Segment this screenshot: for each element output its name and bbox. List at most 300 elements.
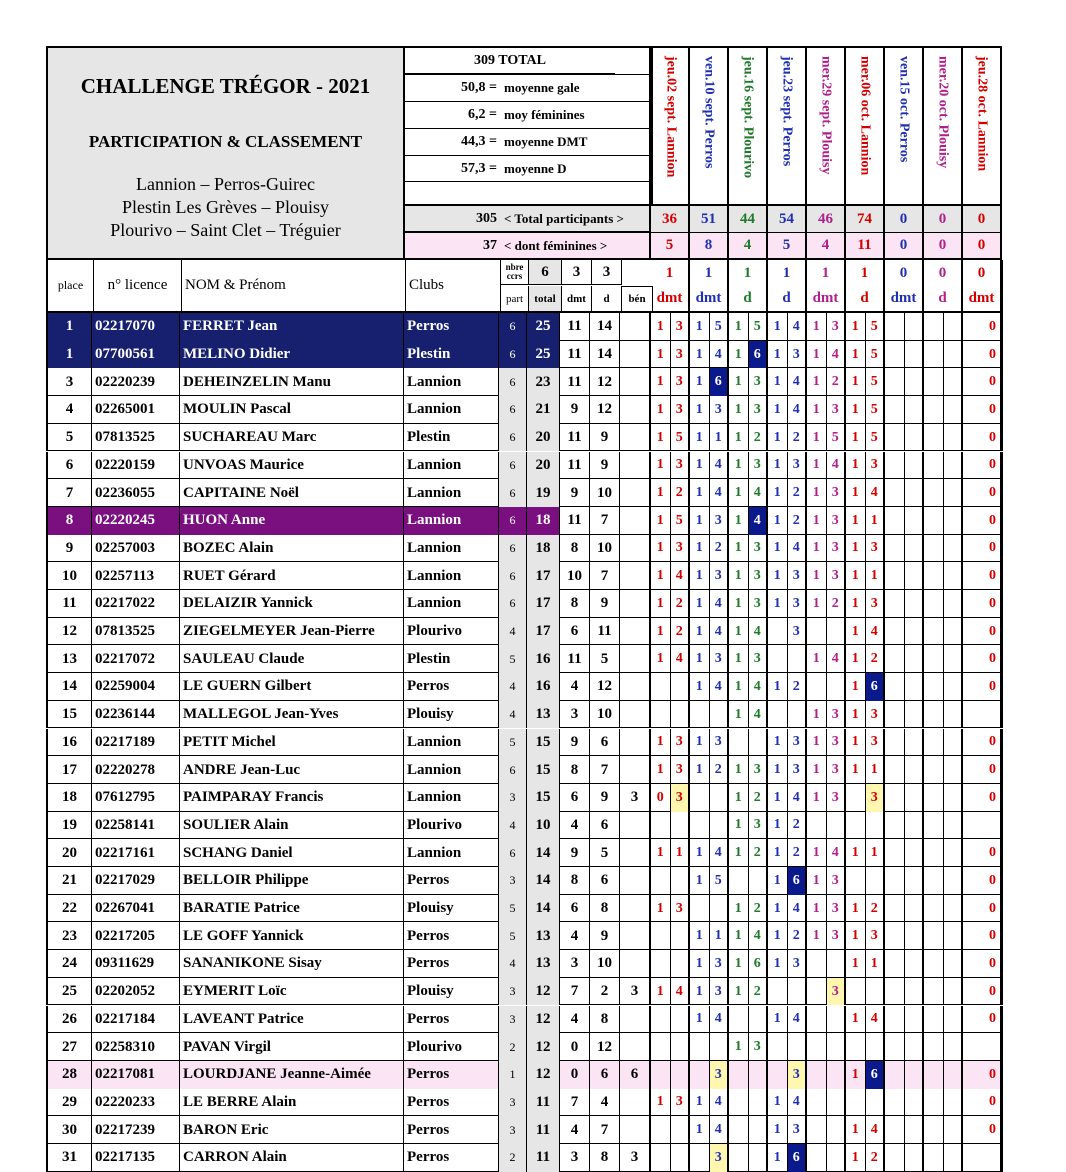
header-dmt: dmt [562,286,592,311]
event-participation [885,1033,905,1061]
event-points: 3 [827,479,847,507]
event-points [944,1006,964,1034]
event-participation: 1 [807,756,827,784]
stat-value: 44,3 = [461,134,497,149]
event-participation [885,701,905,729]
place-cell: 14 [48,673,92,701]
event-participation [924,784,944,812]
event-points: 3 [788,756,808,784]
dmt-cell: 11 [560,368,590,396]
event-points [905,839,925,867]
ben-cell [620,839,651,867]
event-participation: 1 [690,507,710,535]
event-participation: 1 [729,839,749,867]
event-score: 0 [963,922,1002,950]
event-points: 3 [866,922,886,950]
event-participation [924,645,944,673]
event-participation: 1 [729,313,749,341]
club-cell: Lannion [404,784,499,812]
event-points: 4 [710,839,730,867]
event-points [944,618,964,646]
event-participation: 1 [807,562,827,590]
part-cell: 4 [499,618,527,646]
place-cell: 18 [48,784,92,812]
event-points: 3 [749,452,769,480]
event-race-count: 1 [729,260,768,286]
event-participation [729,1116,749,1144]
event-participation [768,701,788,729]
event-points: 2 [866,1144,886,1172]
title-block [46,46,405,260]
event-feminines: 0 [963,233,1002,260]
event-participation: 1 [846,535,866,563]
dont-feminines-value: 37 [483,237,497,253]
part-cell: 6 [499,756,527,784]
event-participation: 1 [729,784,749,812]
total-cell: 13 [527,701,560,729]
event-participation: 1 [768,479,788,507]
town-line-2: Plestin Les Grèves – Plouisy [122,197,329,217]
event-points: 4 [827,839,847,867]
place-cell: 15 [48,701,92,729]
event-points: 4 [710,673,730,701]
event-points: 4 [710,618,730,646]
event-points: 3 [710,1061,730,1089]
event-participation: 1 [846,368,866,396]
event-participation [885,562,905,590]
event-participation: 1 [768,839,788,867]
event-points: 6 [866,673,886,701]
event-type: dmt [885,286,924,313]
event-participation: 1 [729,341,749,369]
event-type: dmt [690,286,729,313]
event-participants: 46 [807,206,846,233]
name-cell: BOZEC Alain [180,535,404,563]
event-points [905,867,925,895]
event-points: 4 [788,368,808,396]
event-participation: 1 [651,452,671,480]
name-cell: PAIMPARAY Francis [180,784,404,812]
event-points [710,812,730,840]
event-participation [651,867,671,895]
event-points [905,978,925,1006]
event-feminines: 4 [807,233,846,260]
event-participation: 1 [690,978,710,1006]
header-name: NOM & Prénom [182,260,406,311]
event-points: 4 [788,784,808,812]
event-points [905,424,925,452]
event-points [710,895,730,923]
event-participation: 1 [807,784,827,812]
club-cell: Lannion [404,396,499,424]
town-line-3: Plourivo – Saint Clet – Tréguier [110,220,341,240]
name-cell: ZIEGELMEYER Jean-Pierre [180,618,404,646]
event-participation: 1 [651,313,671,341]
place-cell: 27 [48,1033,92,1061]
total-cell: 11 [527,1144,560,1172]
event-score: 0 [963,590,1002,618]
name-cell: SUCHAREAU Marc [180,424,404,452]
part-cell: 6 [499,590,527,618]
event-points: 5 [866,313,886,341]
event-points [905,618,925,646]
d-cell: 14 [590,313,620,341]
table-row [46,1116,1003,1144]
event-points: 3 [866,535,886,563]
event-participation: 1 [651,479,671,507]
event-points [944,424,964,452]
place-cell: 19 [48,812,92,840]
event-participation: 1 [690,756,710,784]
event-name: jeu.23 sept. Perros [779,56,795,167]
event-points: 3 [788,950,808,978]
event-points: 3 [671,1089,691,1117]
ben-cell [620,1089,651,1117]
event-points: 3 [710,562,730,590]
event-points [905,950,925,978]
event-score [963,1033,1002,1061]
event-points: 3 [671,341,691,369]
event-points: 3 [671,452,691,480]
event-participation: 1 [651,341,671,369]
event-participation: 1 [807,313,827,341]
event-participation [807,673,827,701]
event-type: d [924,286,963,313]
event-participation [651,950,671,978]
total-cell: 16 [527,673,560,701]
event-score: 0 [963,452,1002,480]
event-participation [807,1144,827,1172]
event-participation: 1 [846,452,866,480]
event-participation: 1 [846,756,866,784]
total-cell: 23 [527,368,560,396]
event-participation [651,812,671,840]
event-type: d [729,286,768,313]
d-cell: 7 [590,507,620,535]
event-participation: 1 [807,590,827,618]
event-participation [924,701,944,729]
event-participation: 1 [768,1116,788,1144]
total-cell: 13 [527,950,560,978]
event-score: 0 [963,645,1002,673]
event-points: 2 [749,839,769,867]
event-points [944,784,964,812]
d-cell: 9 [590,784,620,812]
event-score: 0 [963,978,1002,1006]
total-cell: 13 [527,922,560,950]
event-participation: 1 [768,368,788,396]
ben-cell [620,396,651,424]
name-cell: BELLOIR Philippe [180,867,404,895]
event-participants: 36 [651,206,690,233]
event-participation [885,479,905,507]
dmt-cell: 9 [560,729,590,757]
event-participation: 0 [651,784,671,812]
event-name: ven.10 sept. Perros [701,56,717,169]
event-participation: 1 [846,562,866,590]
event-participation [924,590,944,618]
event-participation: 1 [651,590,671,618]
event-points [866,867,886,895]
d-cell: 9 [590,922,620,950]
event-points [671,1116,691,1144]
event-participation: 1 [846,922,866,950]
event-points: 2 [827,368,847,396]
table-row [46,590,1003,618]
total-cell: 16 [527,645,560,673]
event-participation [924,535,944,563]
part-cell: 4 [499,812,527,840]
event-score: 0 [963,341,1002,369]
place-cell: 12 [48,618,92,646]
event-participation: 1 [729,1033,749,1061]
event-column-header [768,46,807,206]
event-participation: 1 [690,645,710,673]
event-type: dmt [963,286,1002,313]
dmt-cell: 8 [560,590,590,618]
event-points: 4 [710,479,730,507]
event-points [905,1033,925,1061]
event-points: 3 [788,452,808,480]
total-cell: 20 [527,424,560,452]
table-row [46,396,1003,424]
place-cell: 13 [48,645,92,673]
event-score [963,701,1002,729]
name-cell: HUON Anne [180,507,404,535]
name-cell: LE GOFF Yannick [180,922,404,950]
ben-cell [620,729,651,757]
event-points [749,867,769,895]
event-participation [924,368,944,396]
place-cell: 28 [48,1061,92,1089]
event-participation: 1 [651,895,671,923]
event-points [827,950,847,978]
event-participation: 1 [768,590,788,618]
event-points: 2 [866,895,886,923]
event-points [866,1033,886,1061]
name-cell: RUET Gérard [180,562,404,590]
event-points [944,368,964,396]
total-cell: 25 [527,341,560,369]
event-participation: 1 [690,673,710,701]
event-points: 3 [788,729,808,757]
part-cell: 3 [499,867,527,895]
event-points [905,452,925,480]
event-participation [768,645,788,673]
name-cell: EYMERIT Loïc [180,978,404,1006]
event-participation: 1 [690,452,710,480]
event-points [905,507,925,535]
event-points [944,1144,964,1172]
event-points: 3 [827,396,847,424]
table-row [46,839,1003,867]
event-participation [729,1144,749,1172]
event-points [944,590,964,618]
event-points [749,1006,769,1034]
event-points: 4 [788,1089,808,1117]
event-participation [885,1116,905,1144]
club-cell: Plourivo [404,1033,499,1061]
table-row [46,341,1003,369]
event-points [944,729,964,757]
name-cell: BARON Eric [180,1116,404,1144]
part-cell: 5 [499,645,527,673]
event-points: 2 [788,673,808,701]
event-score: 0 [963,839,1002,867]
event-points [905,756,925,784]
d-cell: 12 [590,368,620,396]
dmt-cell: 4 [560,922,590,950]
table-row [46,479,1003,507]
event-points [905,1116,925,1144]
place-cell: 30 [48,1116,92,1144]
event-participation [924,895,944,923]
event-points: 5 [671,424,691,452]
club-cell: Perros [404,867,499,895]
table-row [46,729,1003,757]
event-participation: 1 [690,922,710,950]
event-points [827,618,847,646]
event-participation [690,1033,710,1061]
event-participation: 1 [768,867,788,895]
event-participation [690,1144,710,1172]
event-participation: 1 [651,729,671,757]
event-points: 3 [827,895,847,923]
event-name: mer.06 oct. Lannion [857,56,873,176]
event-points: 3 [710,645,730,673]
licence-cell: 02217161 [92,839,180,867]
event-points: 3 [788,618,808,646]
stat-label: moy féminines [504,107,585,122]
place-cell: 9 [48,535,92,563]
event-points: 1 [866,839,886,867]
event-participation: 1 [729,978,749,1006]
event-participation [885,784,905,812]
event-points [827,1033,847,1061]
total-cell: 21 [527,396,560,424]
stat-value: 57,3 = [461,161,497,176]
part-cell: 6 [499,313,527,341]
dmt-cell: 9 [560,396,590,424]
ben-cell [620,452,651,480]
dont-feminines-label: < dont féminines > [504,237,608,253]
event-points [710,784,730,812]
event-participation [885,1144,905,1172]
event-points: 4 [866,618,886,646]
event-points: 4 [827,645,847,673]
event-points [944,950,964,978]
event-points: 4 [749,507,769,535]
d-cell: 6 [590,1061,620,1089]
ben-cell [620,618,651,646]
licence-cell: 02217184 [92,1006,180,1034]
event-participation [690,784,710,812]
event-points: 3 [749,562,769,590]
licence-cell: 02217029 [92,867,180,895]
event-participation [768,618,788,646]
event-participation [807,1116,827,1144]
d-cell: 4 [590,1089,620,1117]
event-points [905,479,925,507]
place-cell: 20 [48,839,92,867]
ben-cell [620,479,651,507]
event-feminines: 5 [651,233,690,260]
table-row [46,618,1003,646]
event-participation: 1 [690,396,710,424]
licence-cell: 07612795 [92,784,180,812]
event-participation: 1 [846,895,866,923]
event-type: d [768,286,807,313]
event-points [944,1089,964,1117]
event-score [963,812,1002,840]
event-participation [924,562,944,590]
name-cell: SCHANG Daniel [180,839,404,867]
event-score: 0 [963,618,1002,646]
event-points [710,1033,730,1061]
licence-cell: 02267041 [92,895,180,923]
town-line-1: Lannion – Perros-Guirec [136,174,315,194]
dmt-cell: 8 [560,756,590,784]
event-points: 2 [749,895,769,923]
event-participation [651,1116,671,1144]
place-cell: 5 [48,424,92,452]
total-cell: 14 [527,867,560,895]
event-participation: 1 [729,535,749,563]
club-cell: Perros [404,1089,499,1117]
event-participation [885,452,905,480]
dmt-cell: 7 [560,1089,590,1117]
ben-cell [620,1116,651,1144]
event-participation: 1 [690,424,710,452]
event-participation [885,535,905,563]
event-participation: 1 [768,452,788,480]
dmt-cell: 4 [560,1006,590,1034]
part-cell: 5 [499,729,527,757]
licence-cell: 02217081 [92,1061,180,1089]
dmt-cell: 9 [560,839,590,867]
dmt-cell: 4 [560,1116,590,1144]
event-score: 0 [963,673,1002,701]
ben-cell [620,895,651,923]
event-points: 5 [866,396,886,424]
event-participation: 1 [807,729,827,757]
event-points [944,1116,964,1144]
club-cell: Lannion [404,368,499,396]
header-top-d: 3 [592,260,622,285]
ben-cell: 3 [620,978,651,1006]
dmt-cell: 10 [560,562,590,590]
event-points: 5 [710,313,730,341]
event-points [944,396,964,424]
place-cell: 7 [48,479,92,507]
stat-value: 50,8 = [461,80,497,95]
licence-cell: 07813525 [92,424,180,452]
d-cell: 7 [590,1116,620,1144]
total-cell: 12 [527,1061,560,1089]
event-race-count: 1 [651,260,690,286]
event-points [905,729,925,757]
event-name: jeu.28 oct. Lannion [974,56,990,172]
event-points: 3 [827,784,847,812]
event-participation: 1 [651,618,671,646]
licence-cell: 02257113 [92,562,180,590]
event-participation: 1 [690,729,710,757]
licence-cell: 07700561 [92,341,180,369]
event-points [749,729,769,757]
event-participation: 1 [768,424,788,452]
event-participation: 1 [807,645,827,673]
event-points: 1 [866,507,886,535]
